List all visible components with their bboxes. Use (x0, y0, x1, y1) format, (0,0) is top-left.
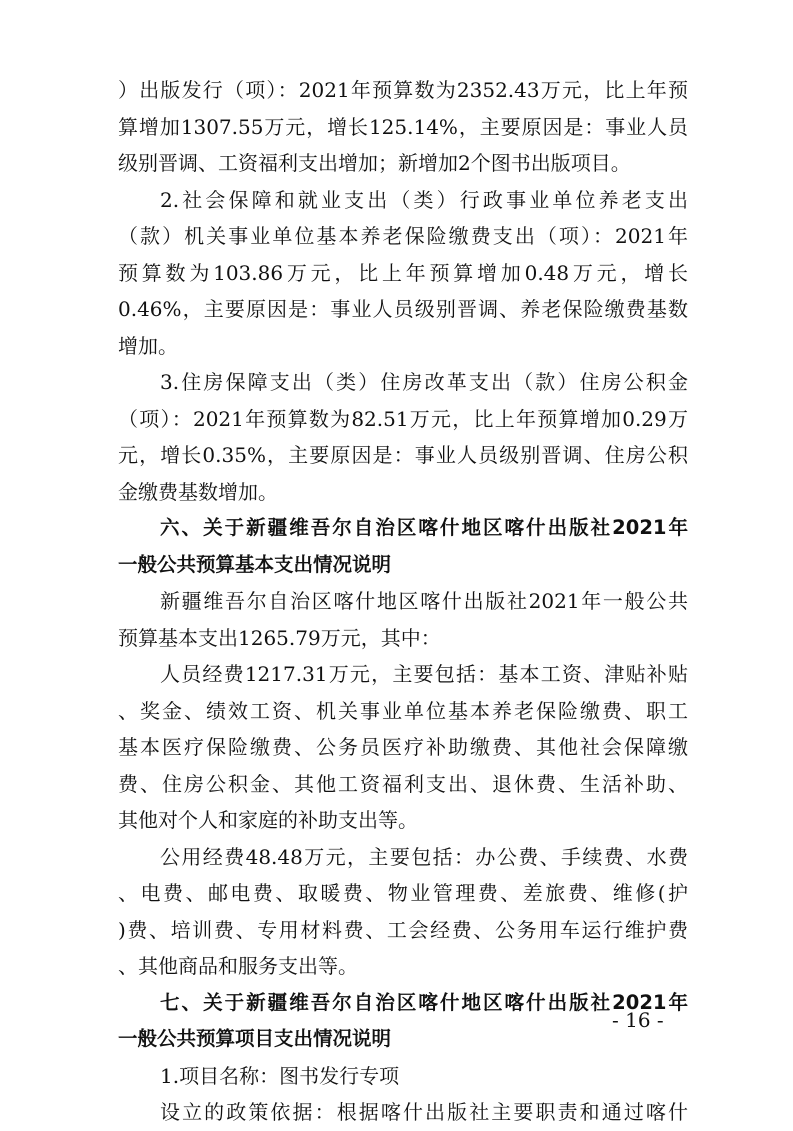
body-text-line: )费、培训费、专用材料费、工会经费、公务用车运行维护费 (118, 917, 688, 942)
section-heading-line: 一般公共预算基本支出情况说明 (118, 552, 392, 576)
body-text-line: 预算基本支出1265.79万元，其中： (118, 625, 441, 650)
body-text-line: 人员经费1217.31万元，主要包括：基本工资、津贴补贴 (160, 662, 688, 686)
body-text-line: （款）机关事业单位基本养老保险缴费支出（项）：2021年 (118, 224, 688, 248)
section-heading-line: 七、关于新疆维吾尔自治区喀什地区喀什出版社2021年 (160, 990, 688, 1014)
body-text-line: 其他对个人和家庭的补助支出等。 (118, 808, 418, 832)
body-text-line: 0.46%，主要原因是：事业人员级别晋调、养老保险缴费基数 (118, 297, 688, 321)
body-text-line: 、其他商品和服务支出等。 (118, 954, 358, 978)
page-number: - 16 - (612, 1008, 664, 1032)
body-text-line: （项）：2021年预算数为82.51万元，比上年预算增加0.29万 (118, 406, 688, 431)
section-heading-line: 一般公共预算项目支出情况说明 (118, 1027, 392, 1050)
body-text-line: ）出版发行（项）：2021年预算数为2352.43万元，比上年预 (118, 78, 688, 102)
body-text-line: 级别晋调、工资福利支出增加；新增加2个图书出版项目。 (118, 151, 631, 175)
body-text-line: 费、住房公积金、其他工资福利支出、退休费、生活补助、 (118, 771, 688, 796)
body-text-line: 2.社会保障和就业支出（类）行政事业单位养老支出 (160, 187, 688, 212)
body-text-line: 公用经费48.48万元，主要包括：办公费、手续费、水费 (160, 844, 688, 869)
body-text-line: 、电费、邮电费、取暖费、物业管理费、差旅费、维修(护 (118, 881, 688, 905)
body-text-line: 预算数为103.86万元，比上年预算增加0.48万元，增长 (118, 260, 688, 285)
document-body (118, 72, 688, 1131)
body-text-line: 3.住房保障支出（类）住房改革支出（款）住房公积金 (160, 370, 688, 394)
body-text-line: 增加。 (118, 333, 178, 358)
body-text-line: 金缴费基数增加。 (118, 479, 278, 504)
body-text-line: 算增加1307.55万元，增长125.14%，主要原因是：事业人员 (118, 114, 688, 139)
body-text-line: 元，增长0.35%，主要原因是：事业人员级别晋调、住房公积 (118, 443, 688, 467)
body-text-line: 基本医疗保险缴费、公务员医疗补助缴费、其他社会保障缴 (118, 735, 688, 759)
body-text-line: 1.项目名称：图书发行专项 (160, 1063, 400, 1088)
body-text-line: 设立的政策依据：根据喀什出版社主要职责和通过喀什 (160, 1100, 688, 1124)
body-text-line: 、奖金、绩效工资、机关事业单位基本养老保险缴费、职工 (118, 698, 688, 723)
section-heading-line: 六、关于新疆维吾尔自治区喀什地区喀什出版社2021年 (160, 516, 688, 539)
body-text-line: 新疆维吾尔自治区喀什地区喀什出版社2021年一般公共 (160, 589, 688, 613)
